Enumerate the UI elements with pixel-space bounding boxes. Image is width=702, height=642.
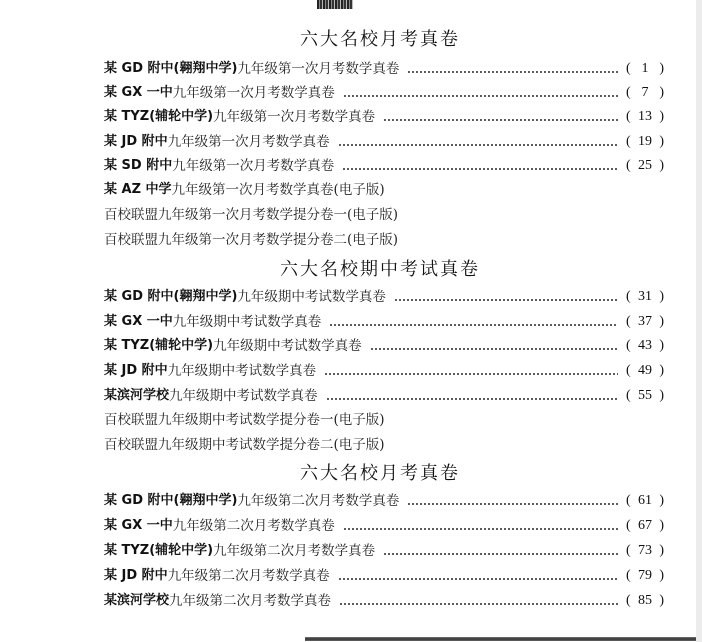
toc-entry[interactable]: [104, 335, 664, 357]
entry-title: 百校联盟九年级期中考试数学提分卷二(电子版): [104, 437, 385, 453]
dot-leader: [342, 168, 618, 170]
school-name: 某 TYZ(辅轮中学): [104, 109, 214, 124]
page-number: ( 19 ): [626, 134, 664, 149]
entry-title: 九年级第二次月考数学真卷: [237, 493, 400, 509]
page-number: ( 43 ): [626, 338, 664, 353]
header-stamp-graphic: [317, 0, 353, 9]
section-title-monthly-exam-2: 六大名校月考真卷: [300, 463, 460, 484]
toc-entry[interactable]: [104, 540, 664, 562]
entry-title: 九年级第一次月考数学真卷: [167, 134, 330, 150]
toc-entry-electronic[interactable]: [104, 204, 664, 226]
toc-entry[interactable]: [104, 131, 664, 153]
toc-entry-electronic[interactable]: [104, 179, 664, 201]
toc-entry[interactable]: [104, 385, 664, 407]
entry-title: 九年级第一次月考数学真卷: [172, 158, 335, 174]
page-number: ( 13 ): [626, 109, 664, 124]
entry-title: 九年级期中考试数学真卷: [169, 388, 318, 404]
entry-title: 九年级期中考试数学真卷: [167, 363, 317, 379]
section-title-monthly-exam-1: 六大名校月考真卷: [300, 29, 460, 50]
toc-entry[interactable]: [104, 490, 664, 512]
dot-leader: [343, 95, 618, 97]
school-name: 某 AZ 中学: [104, 182, 172, 197]
dot-leader: [407, 503, 618, 505]
school-name: 某 TYZ(辅轮中学): [104, 338, 214, 353]
page-number: ( 61 ): [626, 493, 664, 508]
toc-entry[interactable]: [104, 565, 664, 587]
school-name: 某 GD 附中(翱翔中学): [104, 289, 238, 304]
entry-title: 百校联盟九年级第一次月考数学提分卷二(电子版): [104, 232, 399, 248]
section-title-midterm-exam: 六大名校期中考试真卷: [280, 259, 480, 280]
page-number: ( 37 ): [626, 314, 664, 329]
toc-entry-electronic[interactable]: [104, 434, 664, 456]
page-number: ( 25 ): [626, 158, 664, 173]
toc-entry-electronic[interactable]: [104, 409, 664, 431]
toc-entry[interactable]: [104, 58, 664, 80]
bottom-rule-divider: [305, 637, 696, 641]
page-number: ( 55 ): [626, 388, 664, 403]
toc-entry[interactable]: [104, 590, 664, 612]
school-name: 某 JD 附中: [104, 568, 168, 583]
entry-title: 九年级第一次月考数学真卷: [237, 61, 400, 77]
dot-leader: [324, 373, 618, 375]
page-number: ( 7 ): [626, 85, 664, 100]
page-edge-shadow: [696, 0, 702, 642]
toc-entry[interactable]: [104, 286, 664, 308]
toc-entry[interactable]: [104, 360, 664, 382]
page-number: ( 67 ): [626, 518, 664, 533]
toc-entry-electronic[interactable]: [104, 229, 664, 251]
school-name: 某 SD 附中: [104, 158, 173, 173]
school-name: 某 GX 一中: [104, 314, 173, 329]
dot-leader: [338, 578, 618, 580]
entry-title: 九年级第二次月考数学真卷: [213, 543, 376, 559]
school-name: 某 JD 附中: [104, 134, 168, 149]
entry-title: 九年级第二次月考数学真卷: [167, 568, 330, 584]
page-number: ( 85 ): [626, 593, 664, 608]
dot-leader: [407, 71, 618, 73]
page-number: ( 49 ): [626, 363, 664, 378]
entry-title: 九年级第一次月考数学真卷: [172, 85, 335, 101]
dot-leader: [338, 144, 618, 146]
page-number: ( 73 ): [626, 543, 664, 558]
toc-entry[interactable]: [104, 82, 664, 104]
entry-title: 九年级第二次月考数学真卷: [172, 518, 335, 534]
dot-leader: [326, 398, 618, 400]
entry-title: 百校联盟九年级期中考试数学提分卷一(电子版): [104, 412, 385, 428]
dot-leader: [339, 603, 618, 605]
school-name: 某 GX 一中: [104, 85, 173, 100]
toc-entry[interactable]: [104, 311, 664, 333]
entry-title: 百校联盟九年级第一次月考数学提分卷一(电子版): [104, 207, 399, 223]
dot-leader: [383, 119, 618, 121]
entry-title: 九年级期中考试数学真卷: [237, 289, 386, 305]
dot-leader: [370, 348, 618, 350]
school-name: 某 JD 附中: [104, 363, 168, 378]
dot-leader: [383, 553, 618, 555]
toc-entry[interactable]: [104, 515, 664, 537]
dot-leader: [343, 528, 618, 530]
entry-title: 九年级期中考试数学真卷: [213, 338, 362, 354]
toc-entry[interactable]: [104, 106, 664, 128]
entry-title: 九年级期中考试数学真卷: [172, 314, 322, 330]
entry-title: 九年级第二次月考数学真卷: [169, 593, 332, 609]
dot-leader: [329, 324, 618, 326]
school-name: 某 TYZ(辅轮中学): [104, 543, 214, 558]
school-name: 某 GD 附中(翱翔中学): [104, 493, 238, 508]
entry-title: 九年级第一次月考数学真卷: [213, 109, 376, 125]
page-number: ( 31 ): [626, 289, 664, 304]
school-name: 某 GD 附中(翱翔中学): [104, 61, 238, 76]
dot-leader: [394, 299, 618, 301]
toc-entry[interactable]: [104, 155, 664, 177]
page-number: ( 1 ): [626, 61, 664, 76]
school-name: 某滨河学校: [104, 593, 170, 608]
school-name: 某 GX 一中: [104, 518, 173, 533]
school-name: 某滨河学校: [104, 388, 170, 403]
page-number: ( 79 ): [626, 568, 664, 583]
entry-title: 九年级第一次月考数学真卷(电子版): [171, 182, 385, 198]
